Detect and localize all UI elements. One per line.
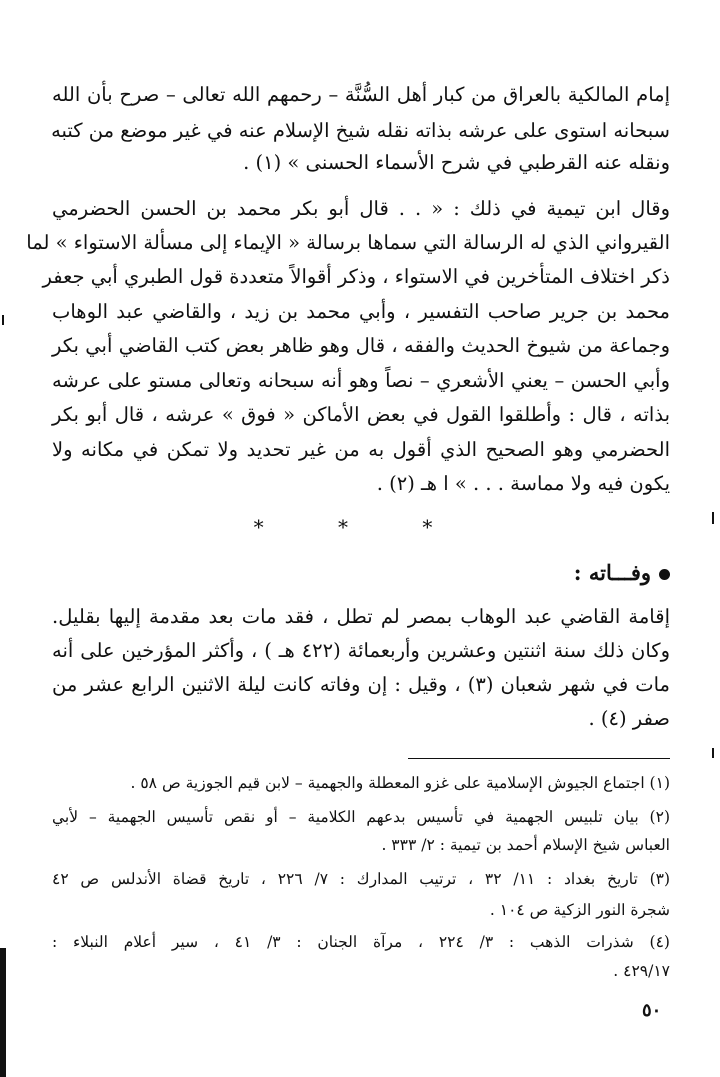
body-line: محمد بن جرير صاحب التفسير ، وأبي محمد بن زيد ، والقاضي عبد الوهاب: [52, 300, 670, 323]
section-separator: * * *: [253, 515, 467, 539]
footnote-divider: [408, 758, 670, 759]
body-line: وقال ابن تيمية في ذلك : « . . قال أبو بكر محمد بن الحسن الحضرمي: [52, 197, 670, 220]
footnote-4-continued: ٤٢٩/١٧ .: [613, 962, 670, 980]
footnote-4: (٤) شذرات الذهب : ٣/ ٢٢٤ ، مرآة الجنان : ٣/ ٤١ ، سير أعلام النبلاء :: [52, 933, 670, 951]
scan-speck: [2, 315, 4, 325]
footnote-1: (١) اجتماع الجيوش الإسلامية على غزو المعطلة والجهمية – لابن قيم الجوزية ص ٥٨ .: [130, 774, 670, 792]
body-line: يكون فيه ولا مماسة . . . » ا هـ (٢) .: [376, 472, 670, 495]
scan-speck: [712, 512, 714, 524]
body-line: إمام المالكية بالعراق من كبار أهل السُّنَّة – رحمهم الله تعالى – صرح بأن الله: [52, 83, 670, 106]
page-number: ٥٠: [642, 1000, 662, 1021]
section-heading: [574, 556, 670, 590]
scan-edge-mark: [0, 948, 6, 1077]
section-heading-text: وفـــاته :: [573, 560, 651, 585]
body-line: صفر (٤) .: [588, 707, 670, 730]
footnote-3-continued: شجرة النور الزكية ص ١٠٤ .: [489, 901, 670, 919]
body-line: ونقله عنه القرطبي في شرح الأسماء الحسنى » (١) .: [243, 151, 670, 174]
body-line: وأبي الحسن – يعني الأشعري – نصاً وهو أنه سبحانه وتعالى مستو على عرشه: [52, 369, 670, 392]
body-line: سبحانه استوى على عرشه بذاته نقله شيخ الإسلام عنه في غير موضع من كتبه: [51, 119, 670, 142]
scan-speck: [712, 748, 714, 758]
body-line: وجماعة من شيوخ الحديث والفقه ، قال وهو ظاهر بعض كتب القاضي أبي بكر: [52, 334, 670, 357]
footnote-3: (٣) تاريخ بغداد : ١١/ ٣٢ ، ترتيب المدارك : ٧/ ٢٢٦ ، تاريخ قضاة الأندلس ص ٤٢: [52, 870, 671, 888]
body-line: بذاته ، قال : وأطلقوا القول في بعض الأماكن « فوق » عرشه ، قال أبو بكر: [52, 403, 670, 426]
body-line: القيرواني الذي له الرسالة التي سماها برسالة « الإيماء إلى مسألة الاستواء » لما: [26, 231, 670, 254]
footnote-2-continued: العباس شيخ الإسلام أحمد بن تيمية : ٢/ ٣٣٣ .: [381, 836, 670, 854]
body-line: ذكر اختلاف المتأخرين في الاستواء ، وذكر أقوالاً متعددة قول الطبري أبي جعفر: [42, 265, 670, 288]
bullet-icon: [659, 569, 670, 580]
footnote-2: (٢) بيان تلبيس الجهمية في تأسيس بدعهم الكلامية – أو نقص تأسيس الجهمية – لأبي: [52, 808, 670, 826]
body-line: وكان ذلك سنة اثنتين وعشرين وأربعمائة (٤٢٢ هـ ) ، وأكثر المؤرخين على أنه: [52, 639, 670, 662]
body-line: مات في شهر شعبان (٣) ، وقيل : إن وفاته كانت ليلة الاثنين الرابع عشر من: [52, 673, 670, 696]
body-line: إقامة القاضي عبد الوهاب بمصر لم تطل ، فقد مات بعد مقدمة إليها بقليل.: [52, 605, 670, 628]
body-line: الحضرمي وهو الصحيح الذي أقول به من غير تحديد ولا تمكن في مكانه ولا: [52, 438, 670, 461]
